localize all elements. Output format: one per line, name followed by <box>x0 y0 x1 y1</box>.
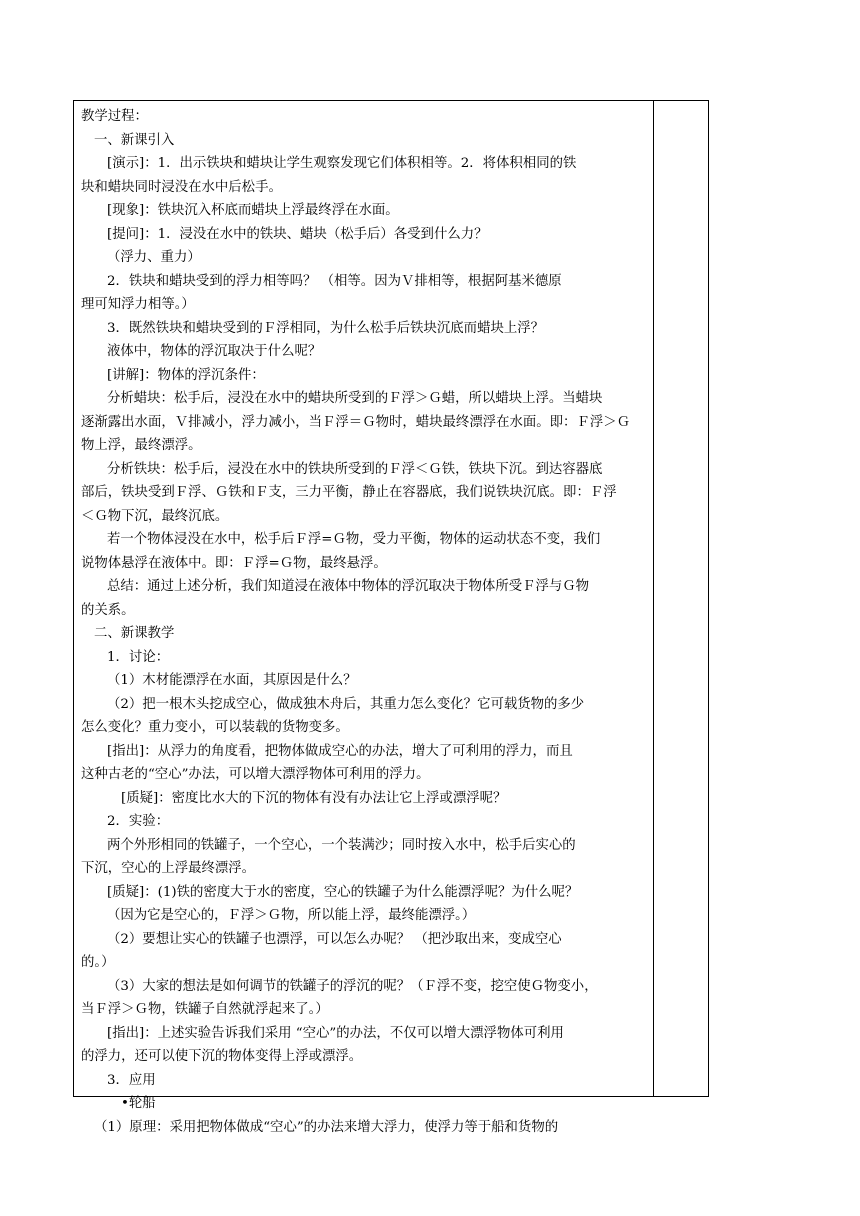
text-line: 若一个物体浸没在水中，松手后Ｆ浮=Ｇ物，受力平衡，物体的运动状态不变，我们 <box>107 532 601 547</box>
text-line: 两个外形相同的铁罐子，一个空心，一个装满沙；同时按入水中，松手后实心的 <box>107 837 576 853</box>
text-line: [讲解]：物体的浮沉条件： <box>107 367 265 383</box>
text-line: 部后，铁块受到Ｆ浮、Ｇ铁和Ｆ支，三力平衡，静止在容器底，我们说铁块沉底。即：Ｆ浮 <box>81 485 617 500</box>
notes-cell <box>654 101 708 1096</box>
text-line: （3）大家的想法是如何调节的铁罐子的浮沉的呢？（Ｆ浮不变，挖空使Ｇ物变小， <box>107 978 598 994</box>
text-line: 的。） <box>81 955 115 970</box>
text-line: 怎么变化？重力变小，可以装载的货物变多。 <box>81 720 349 735</box>
text-line: 理可知浮力相等。） <box>81 297 195 312</box>
text-line: [质疑]：密度比水大的下沉的物体有没有办法让它上浮或漂浮呢？ <box>121 790 507 806</box>
text-line: 2．实验： <box>107 814 170 829</box>
text-line: 的关系。 <box>81 602 135 618</box>
text-line: [指出]：从浮力的角度看，把物体做成空心的办法，增大了可利用的浮力，而且 <box>107 743 573 759</box>
text-line: 2．铁块和蜡块受到的浮力相等吗？ （相等。因为Ｖ排相等，根据阿基米德原 <box>107 273 562 289</box>
text-line: 3．既然铁块和蜡块受到的Ｆ浮相同，为什么松手后铁块沉底而蜡块上浮？ <box>107 320 545 336</box>
text-line: （1）木材能漂浮在水面，其原因是什么？ <box>107 673 357 688</box>
content-cell <box>74 101 654 1135</box>
text-line: 总结：通过上述分析，我们知道浸在液体中物体的浮沉取决于物体所受Ｆ浮与Ｇ物 <box>107 579 590 594</box>
text-line: ＜Ｇ物下沉，最终沉底。 <box>81 508 229 524</box>
text-line: 教学过程： <box>81 109 148 124</box>
text-line: 一、新课引入 <box>94 132 175 148</box>
text-line: •轮船 <box>121 1096 156 1111</box>
text-line: （浮力、重力） <box>107 250 201 265</box>
text-line: 块和蜡块同时浸没在水中后松手。 <box>81 179 282 195</box>
text-line: [提问]：1．浸没在水中的铁块、蜡块（松手后）各受到什么力？ <box>107 226 488 242</box>
text-line: （因为它是空心的，Ｆ浮＞Ｇ物，所以能上浮，最终能漂浮。） <box>107 908 476 923</box>
text-line: 这种古老的“空心”办法，可以增大漂浮物体可利用的浮力。 <box>81 767 430 782</box>
text-line: 1．讨论： <box>107 649 170 665</box>
text-line: 逐渐露出水面，Ｖ排减小，浮力减小，当Ｆ浮＝Ｇ物时，蜡块最终漂浮在水面。即：Ｆ浮＞Ｇ <box>81 414 631 430</box>
text-line: 下沉，空心的上浮最终漂浮。 <box>81 861 256 876</box>
text-line: [演示]：1．出示铁块和蜡块让学生观察发现它们体积相等。2．将体积相同的铁 <box>107 156 577 171</box>
text-line: 3．应用 <box>107 1072 156 1088</box>
text-line: 的浮力，还可以使下沉的物体变得上浮或漂浮。 <box>81 1049 363 1064</box>
text-line: 当Ｆ浮＞Ｇ物，铁罐子自然就浮起来了。） <box>81 1002 329 1017</box>
text-line: [现象]：铁块沉入杯底而蜡块上浮最终浮在水面。 <box>107 203 399 218</box>
lesson-table <box>73 100 709 1135</box>
lesson-text <box>81 105 649 1139</box>
text-line: 分析铁块：松手后，浸没在水中的铁块所受到的Ｆ浮＜Ｇ铁，铁块下沉。到达容器底 <box>107 461 603 477</box>
text-line: （1）原理：采用把物体做成“空心”的办法来增大浮力，使浮力等于船和货物的 <box>94 1119 559 1135</box>
text-line: 说物体悬浮在液体中。即：Ｆ浮=Ｇ物，最终悬浮。 <box>81 555 387 571</box>
text-line: [指出]：上述实验告诉我们采用 “空心”的办法，不仅可以增大漂浮物体可利用 <box>107 1025 564 1041</box>
text-line: 二、新课教学 <box>94 626 175 641</box>
text-line: [质疑]：(1)铁的密度大于水的密度，空心的铁罐子为什么能漂浮呢？为什么呢？ <box>107 884 579 900</box>
text-line: （2）把一根木头挖成空心，做成独木舟后，其重力怎么变化？它可载货物的多少 <box>107 696 585 712</box>
text-line: 液体中，物体的浮沉取决于什么呢？ <box>107 344 322 359</box>
text-line: 分析蜡块：松手后，浸没在水中的蜡块所受到的Ｆ浮＞Ｇ蜡，所以蜡块上浮。当蜡块 <box>107 391 603 406</box>
text-line: 物上浮，最终漂浮。 <box>81 438 202 453</box>
text-line: （2）要想让实心的铁罐子也漂浮，可以怎么办呢？ （把沙取出来，变成空心 <box>107 931 562 947</box>
